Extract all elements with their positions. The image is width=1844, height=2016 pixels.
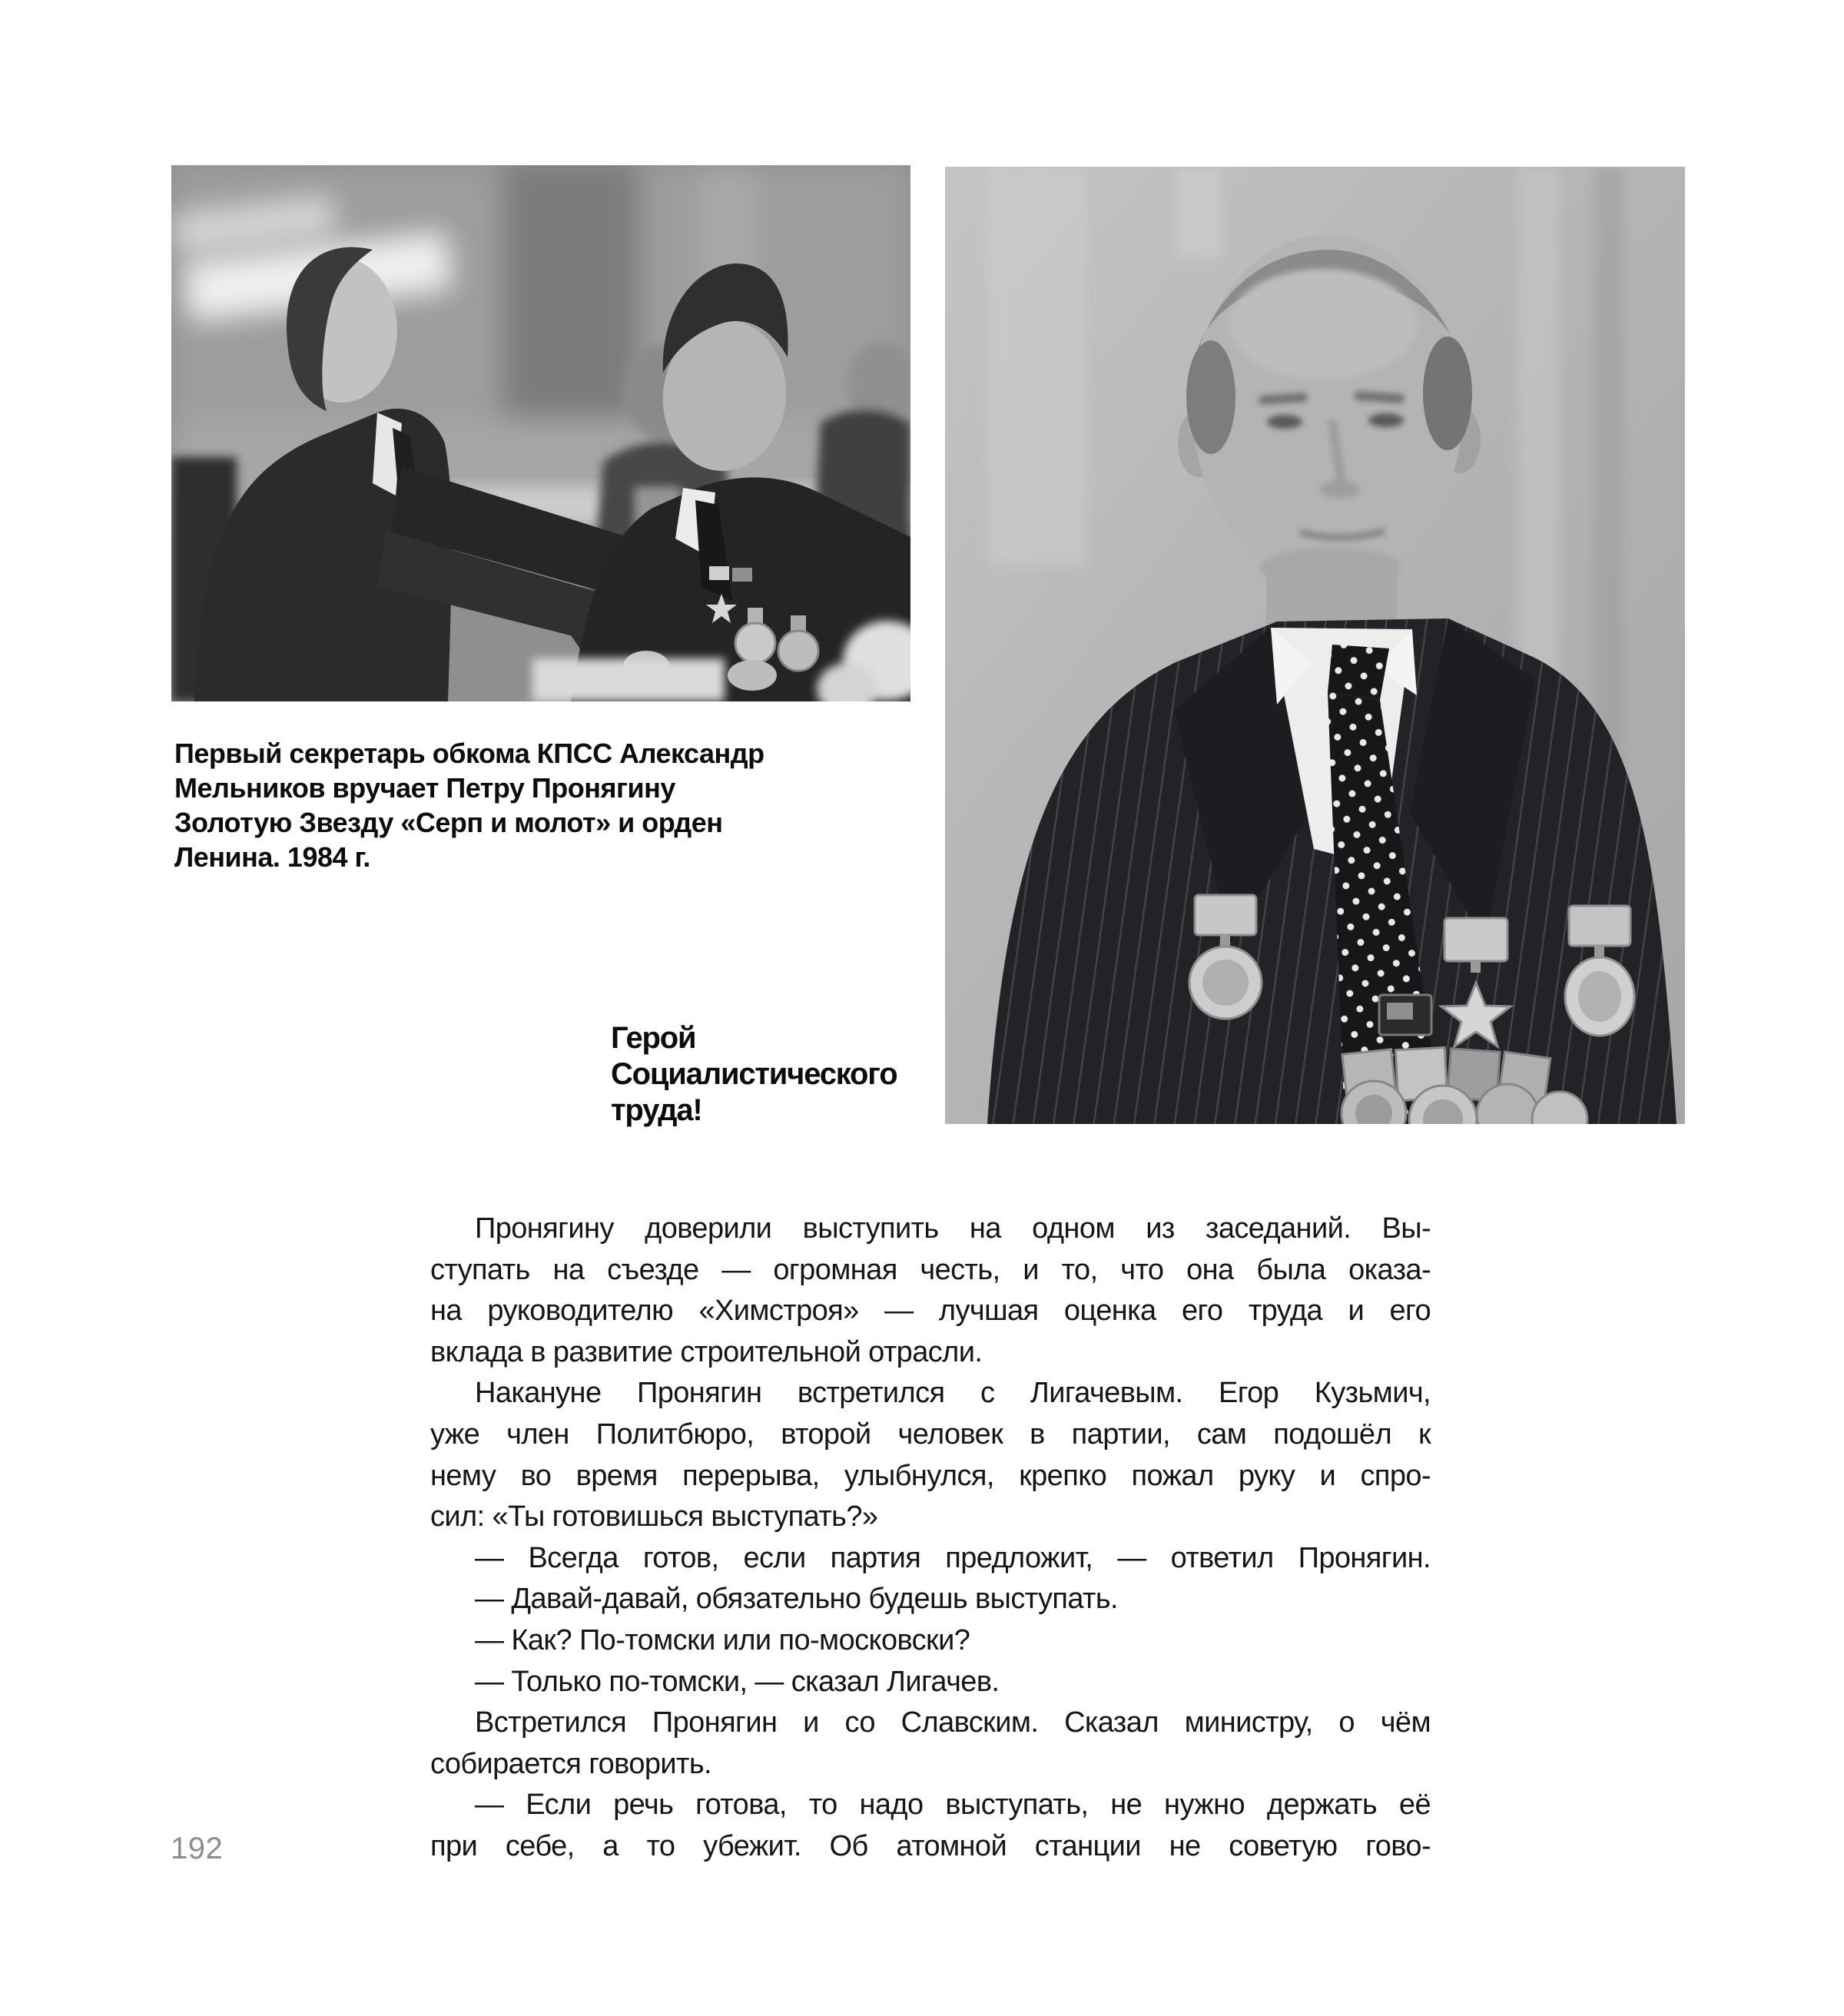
body-text-line: ступать на съезде — огромная честь, и то, что она была оказа- [430, 1253, 1431, 1286]
page-number: 192 [171, 1832, 224, 1865]
body-text-line: Накануне Пронягин встретился с Лигачевым. Егор Кузьмич, [475, 1377, 1431, 1410]
body-text-line: на руководителю «Химстроя» — лучшая оценка его труда и его [430, 1295, 1431, 1328]
body-text-line: Пронягину доверили выступить на одном из заседаний. Вы- [475, 1212, 1431, 1245]
deputy-badge [1379, 995, 1431, 1035]
hero-portrait-illustration [945, 167, 1685, 1124]
body-text-line: вклада в развитие строительной отрасли. [430, 1335, 983, 1368]
body-text-line: Встретился Пронягин и со Славским. Сказал министру, о чём [475, 1706, 1431, 1739]
body-text-line: — Как? По-томски или по-московски? [475, 1623, 970, 1656]
podium [532, 658, 725, 701]
body-text-line: — Только по-томски, — сказал Лигачев. [475, 1665, 1000, 1698]
hero-portrait-photo [945, 167, 1685, 1124]
callout-line: Социалистического [611, 1057, 897, 1091]
body-text-line: уже член Политбюро, второй человек в партии, сам подошёл к [430, 1418, 1431, 1451]
body-text-line: — Всегда готов, если партия предложит, — ответил Пронягин. [475, 1541, 1431, 1574]
award-ceremony-photo [171, 165, 910, 701]
hero-callout [611, 1020, 934, 1129]
body-text-line: собирается говорить. [430, 1747, 711, 1780]
caption-line: Золотую Звезду «Серп и молот» и орден [174, 807, 723, 838]
body-text-line: — Давай-давай, обязательно будешь выступать. [475, 1583, 1118, 1616]
body-text-line: сил: «Ты готовишься выступать?» [430, 1500, 878, 1534]
caption-line: Ленина. 1984 г. [174, 841, 370, 873]
body-text [430, 1209, 1431, 1868]
callout-line: труда! [611, 1093, 702, 1127]
caption-line: Мельников вручает Петру Пронягину [174, 772, 675, 804]
order-left [1189, 895, 1262, 1019]
award-ceremony-illustration [171, 165, 910, 701]
body-text-line: нему во время перерыва, улыбнулся, крепко пожал руку и спро- [430, 1459, 1431, 1492]
order-right [1565, 906, 1634, 1036]
photo-caption [174, 736, 804, 874]
caption-line: Первый секретарь обкома КПСС Александр [174, 738, 764, 769]
body-text-line: — Если речь готова, то надо выступать, не нужно держать её [475, 1789, 1431, 1822]
callout-line: Герой [611, 1021, 696, 1055]
body-text-line: при себе, а то убежит. Об атомной станции не советую гово- [430, 1829, 1431, 1862]
